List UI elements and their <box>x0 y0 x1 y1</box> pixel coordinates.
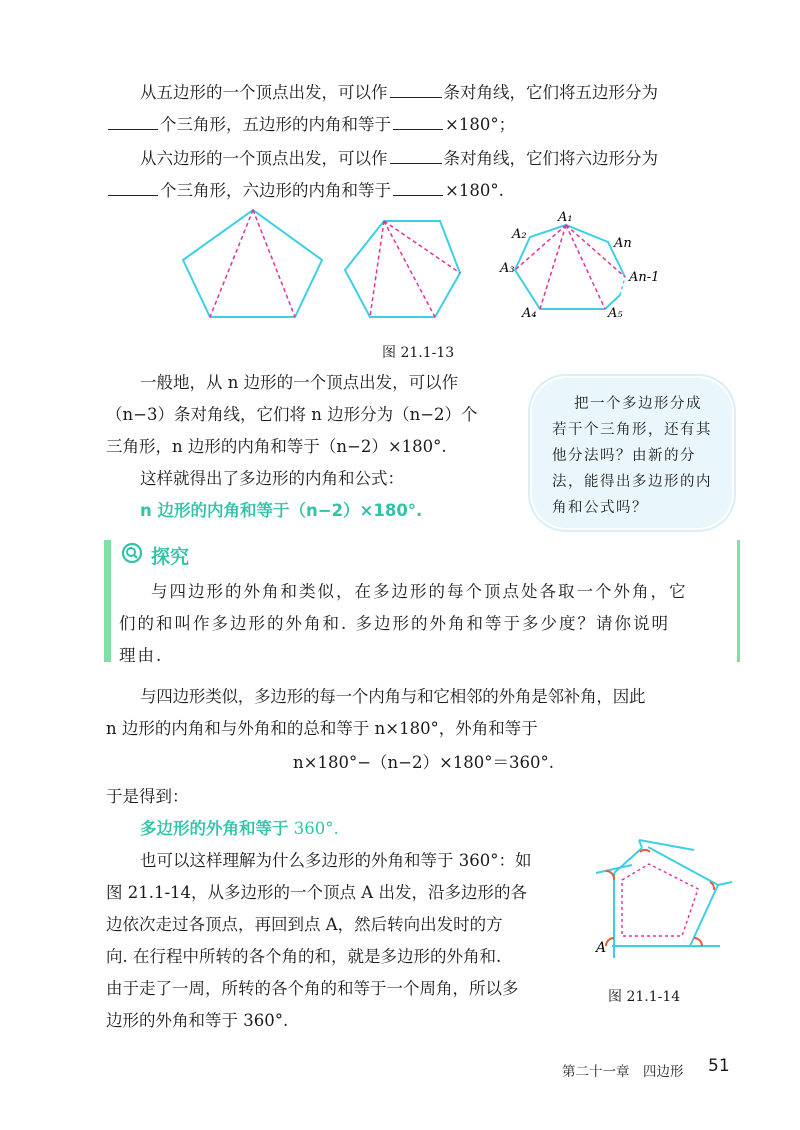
para2-text2a: 个三角形，六边形的内角和等于 <box>160 181 391 200</box>
bubble-line2: 若干个三角形，还有其 <box>552 422 712 438</box>
label-a2: A₂ <box>512 227 527 242</box>
label-an1: An-1 <box>629 270 660 285</box>
bubble-line3: 他分法吗？由新的分 <box>552 448 696 464</box>
figure-21-1-13 <box>0 205 800 335</box>
general-line1: 一般地，从 n 边形的一个顶点出发，可以作 <box>140 373 459 392</box>
turn-line2: 图 21.1-14，从多边形的一个顶点 A 出发，沿多边形的各 <box>106 883 527 902</box>
pentagon-figure <box>183 210 322 317</box>
page-number: 51 <box>708 1056 730 1076</box>
result-value: 360°. <box>293 819 339 838</box>
result-text: 多边形的外角和等于 <box>140 819 289 838</box>
para1-text2b: ×180°； <box>445 115 516 134</box>
explore-line1: 与四边形的外角和类似，在多边形的每个顶点处各取一个外角，它 <box>151 582 688 601</box>
answer-blank[interactable] <box>393 181 443 196</box>
proof-line3: 于是得到： <box>106 787 189 806</box>
para2-text2b: ×180°. <box>445 181 504 200</box>
chapter-footer: 第二十一章 四边形 <box>562 1064 684 1080</box>
answer-blank[interactable] <box>108 181 158 196</box>
proof-line1: 与四边形类似，多边形的每一个内角与和它相邻的外角是邻补角，因此 <box>140 687 646 706</box>
label-a4: A₄ <box>522 306 537 321</box>
turn-line5: 由于走了一周，所转的各个角的和等于一个周角，所以多 <box>106 979 519 998</box>
para2-text1b: 条对角线，它们将六边形分为 <box>443 149 658 168</box>
explore-box <box>104 540 740 665</box>
proof-equation: n×180°−（n−2）×180°＝360°. <box>293 753 555 772</box>
answer-blank[interactable] <box>108 115 158 130</box>
turn-line1: 也可以这样理解为什么多边形的外角和等于 360°：如 <box>140 851 532 870</box>
para1-text2a: 个三角形，五边形的内角和等于 <box>160 115 391 134</box>
figure-21-1-14 <box>594 838 734 960</box>
para1-line1 <box>140 82 658 104</box>
answer-blank[interactable] <box>393 115 443 130</box>
general-line4: 这样就得出了多边形的内角和公式： <box>140 469 404 488</box>
explore-line3: 理由. <box>119 646 164 665</box>
para1-line2 <box>106 114 515 136</box>
para2-line2 <box>106 180 504 202</box>
para1-text1a: 从五边形的一个顶点出发，可以作 <box>140 83 388 102</box>
n-gon-figure <box>499 210 659 321</box>
figure-13-caption: 图 21.1-13 <box>382 345 455 361</box>
hexagon-figure <box>345 221 460 317</box>
thought-bubble <box>532 378 732 528</box>
answer-blank[interactable] <box>390 149 442 164</box>
exterior-sum-result <box>140 818 339 840</box>
explore-title: 探究 <box>151 546 190 568</box>
para1-text1b: 条对角线，它们将五边形分为 <box>443 83 658 102</box>
turn-line4: 向. 在行程中所转的各个角的和，就是多边形的外角和. <box>106 947 502 966</box>
bubble-line5: 角和公式吗？ <box>552 500 648 516</box>
pentagon-walk <box>594 840 732 958</box>
bubble-line1: 把一个多边形分成 <box>574 396 702 412</box>
turn-line6: 边形的外角和等于 360°. <box>106 1011 289 1030</box>
para2-text1a: 从六边形的一个顶点出发，可以作 <box>140 149 388 168</box>
explore-magnifier-icon <box>121 542 143 564</box>
proof-line2: n 边形的内角和与外角和的总和等于 n×180°，外角和等于 <box>106 719 538 738</box>
interior-sum-formula: n 边形的内角和等于（n−2）×180°. <box>140 501 423 520</box>
bubble-line4: 法，能得出多边形的内 <box>552 474 712 490</box>
figure-14-caption: 图 21.1-14 <box>608 989 681 1005</box>
label-a1: A₁ <box>558 210 573 225</box>
label-an: An <box>614 236 632 251</box>
figure14-label-a: A <box>596 940 607 956</box>
answer-blank[interactable] <box>390 83 442 98</box>
label-a3: A₃ <box>500 261 515 276</box>
explore-line2: 们的和叫作多边形的外角和. 多边形的外角和等于多少度？请你说明 <box>119 614 670 633</box>
para2-line1 <box>140 148 658 170</box>
label-a5: A₅ <box>608 306 623 321</box>
general-line2: （n−3）条对角线，它们将 n 边形分为（n−2）个 <box>106 405 478 424</box>
general-line3: 三角形，n 边形的内角和等于（n−2）×180°. <box>106 437 447 456</box>
turn-line3: 边依次走过各顶点，再回到点 A，然后转向出发时的方 <box>106 915 503 934</box>
